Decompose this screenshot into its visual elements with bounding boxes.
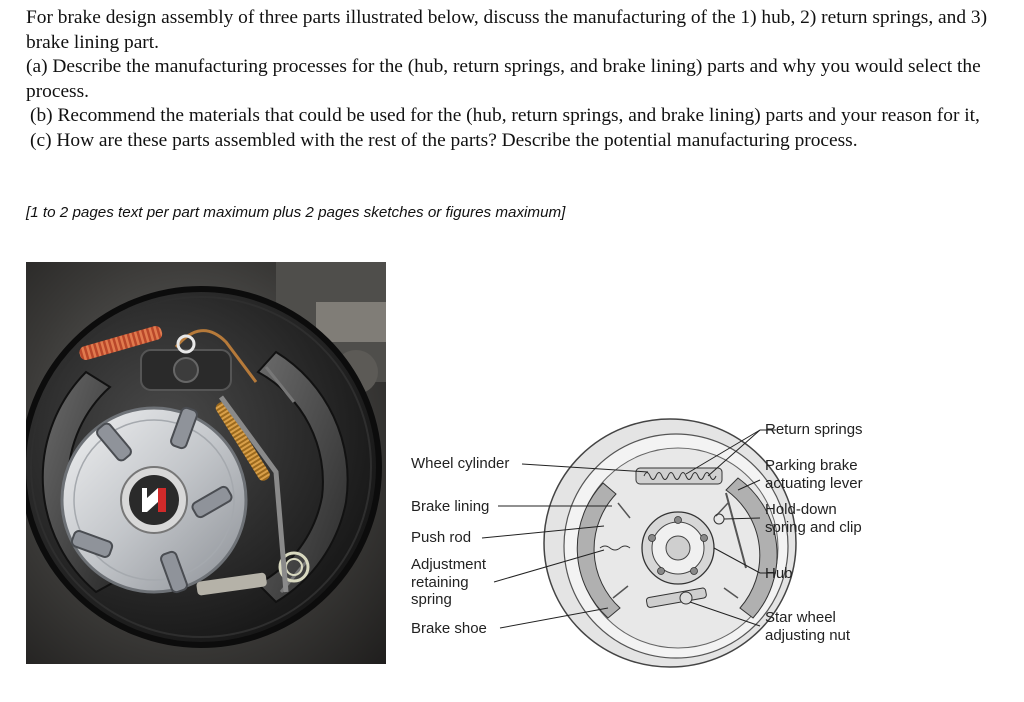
question-part-c: (c) How are these parts assembled with the rest of the parts? Describe the potential manufacturing process. bbox=[30, 129, 858, 151]
label-wheel-cylinder: Wheel cylinder bbox=[411, 455, 510, 472]
label-star-wheel-nut: Star wheel adjusting nut bbox=[765, 609, 851, 644]
label-hold-down-spring: Hold-down spring and clip bbox=[765, 501, 862, 536]
label-push-rod: Push rod bbox=[411, 529, 472, 546]
question-text bbox=[26, 6, 1001, 154]
label-parking-brake-lever: Parking brake actuating lever bbox=[765, 457, 863, 492]
brake-assembly-photo bbox=[26, 262, 386, 664]
question-part-b: (b) Recommend the materials that could be used for the (hub, return springs, and brake lining) parts and your reason for it, bbox=[30, 105, 980, 127]
label-brake-shoe: Brake shoe bbox=[411, 620, 487, 637]
label-adjustment-retaining-spring: Adjustment retaining spring bbox=[411, 556, 487, 608]
label-brake-lining: Brake lining bbox=[411, 498, 490, 515]
label-return-springs: Return springs bbox=[765, 421, 863, 438]
question-intro: For brake design assembly of three parts illustrated below, discuss the manufacturing of the 1) hub, 2) return springs, and 3) brake lining part. bbox=[26, 7, 988, 53]
label-hub: Hub bbox=[765, 565, 793, 582]
page-limit-note: [1 to 2 pages text per part maximum plus 2 pages sketches or figures maximum] bbox=[26, 204, 566, 221]
question-part-a: (a) Describe the manufacturing processes for the (hub, return springs, and brake lining) parts and why you would select the process. bbox=[26, 56, 981, 102]
brake-diagram bbox=[408, 408, 888, 668]
